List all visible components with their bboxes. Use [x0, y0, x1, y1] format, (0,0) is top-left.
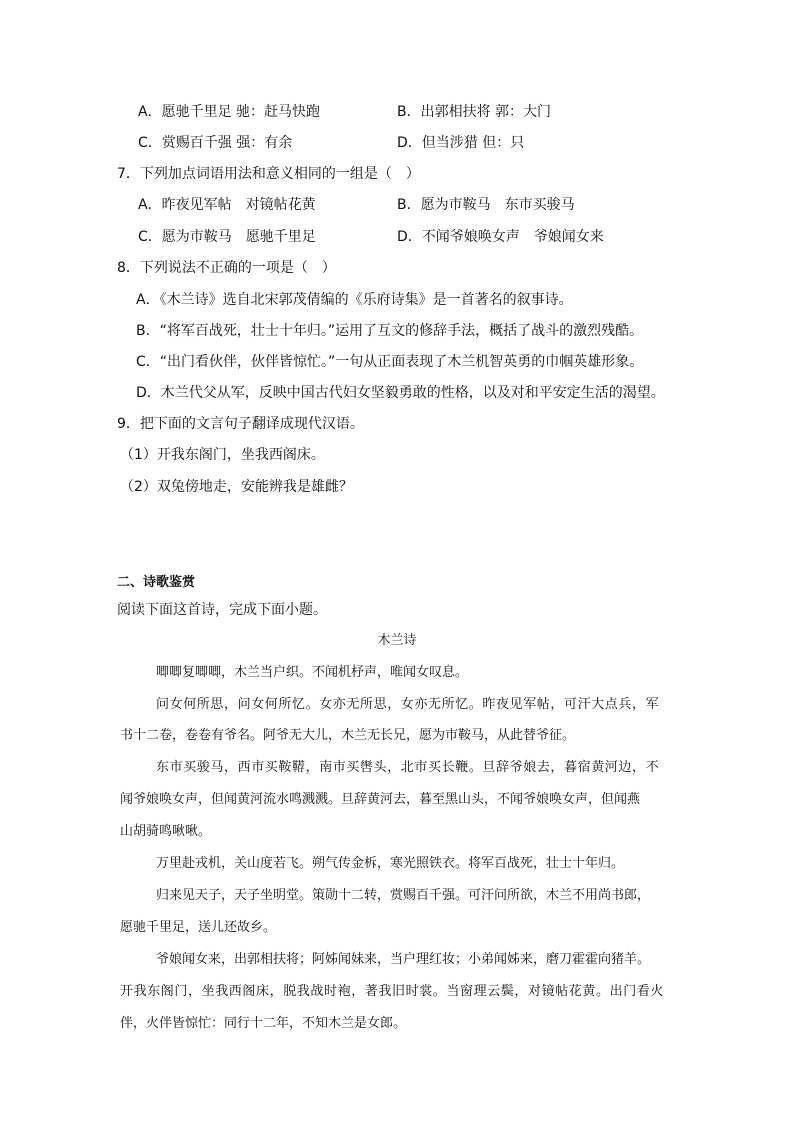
q9-sentence-1: （1）开我东阁门，坐我西阁床。 [120, 447, 325, 463]
q6-option-a: A．愿驰千里足 驰：赶马快跑 [138, 104, 321, 120]
poem-title: 木兰诗 [377, 633, 417, 648]
poem-line: 闻爷娘唤女声，但闻黄河流水鸣溅溅。旦辞黄河去，暮至黑山头，不闻爷娘唤女声，但闻燕 [120, 792, 641, 807]
q6-option-d: D．但当涉猎 但：只 [397, 135, 525, 151]
q6-option-b: B．出郭相扶将 郭：大门 [397, 104, 552, 120]
q8-option-d: D．木兰代父从军，反映中国古代妇女坚毅勇敢的性格，以及对和平安定生活的渴望。 [136, 385, 665, 401]
q7-option-a: A．昨夜见军帖 对镜帖花黄 [138, 197, 316, 213]
q8-option-a: A．《木兰诗》选自北宋郭茂倩编的《乐府诗集》是一首著名的叙事诗。 [136, 292, 573, 308]
q8-stem: 8．下列说法不正确的一项是（ ） [117, 260, 336, 276]
poem-line: 山胡骑鸣啾啾。 [120, 824, 212, 839]
q7-option-c: C．愿为市鞍马 愿驰千里足 [138, 229, 316, 245]
poem-line: 开我东阁门，坐我西阁床，脱我战时袍，著我旧时裳。当窗理云鬓，对镜帖花黄。出门看火 [120, 984, 665, 999]
q9-sentence-2: （2）双兔傍地走，安能辨我是雄雌？ [120, 479, 353, 495]
poem-line: 书十二卷，卷卷有爷名。阿爷无大儿，木兰无长兄，愿为市鞍马，从此替爷征。 [120, 728, 576, 743]
q7-stem: 7．下列加点词语用法和意义相同的一组是（ ） [117, 166, 420, 182]
q7-option-b: B．愿为市鞍马 东市买骏马 [397, 197, 575, 213]
poem-line: 归来见天子，天子坐明堂。策勋十二转，赏赐百千强。可汗问所欲，木兰不用尚书郎， [156, 888, 651, 903]
q7-option-d: D．不闻爷娘唤女声 爷娘闻女来 [397, 229, 604, 245]
q8-option-c: C．“出门看伙伴，伙伴皆惊忙。”一句从正面表现了木兰机智英勇的巾帼英雄形象。 [136, 354, 644, 370]
q9-stem: 9．把下面的文言句子翻译成现代汉语。 [117, 416, 364, 432]
section-heading: 二、诗歌鉴赏 [117, 575, 196, 590]
poem-line: 问女何所思，问女何所忆。女亦无所思，女亦无所忆。昨夜见军帖，可汗大点兵，军 [156, 697, 660, 712]
q8-option-b: B．“将军百战死，壮士十年归。”运用了互文的修辞手法，概括了战斗的激烈残酷。 [136, 323, 644, 339]
poem-line: 伴，火伴皆惊忙：同行十二年，不知木兰是女郎。 [120, 1016, 407, 1031]
poem-line: 唧唧复唧唧，木兰当户织。不闻机杼声，唯闻女叹息。 [156, 665, 469, 680]
q6-option-c: C．赏赐百千强 强：有余 [138, 135, 293, 151]
section-instruction: 阅读下面这首诗，完成下面小题。 [117, 602, 327, 618]
poem-line: 东市买骏马，西市买鞍鞯，南市买辔头，北市买长鞭。旦辞爷娘去，暮宿黄河边，不 [156, 760, 660, 775]
poem-line: 万里赴戎机，关山度若飞。朔气传金柝，寒光照铁衣。将军百战死，壮士十年归。 [156, 856, 625, 871]
poem-line: 愿驰千里足，送儿还故乡。 [120, 920, 277, 935]
poem-line: 爷娘闻女来，出郭相扶将；阿姊闻妹来，当户理红妆；小弟闻姊来，磨刀霍霍向猪羊。 [156, 952, 651, 967]
